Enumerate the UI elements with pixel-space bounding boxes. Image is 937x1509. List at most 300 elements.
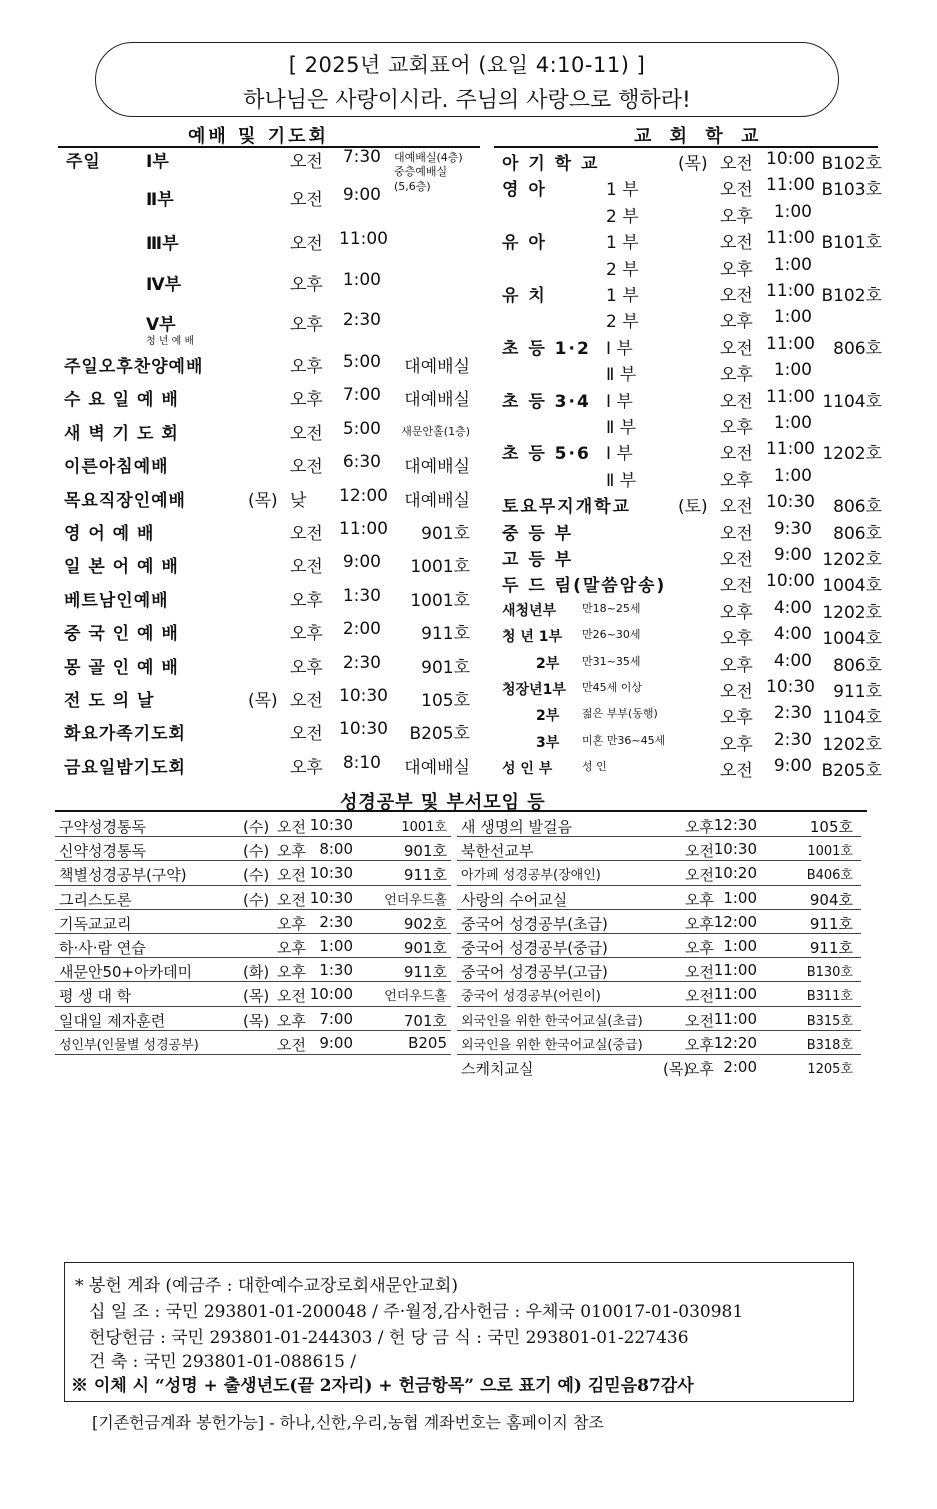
- study-name: 하·사·람 연습: [59, 938, 146, 957]
- study-name: 외국인을 위한 한국어교실(중급): [461, 1037, 643, 1053]
- school-row: [496, 307, 886, 333]
- school-dept-name: 중 등 부: [502, 523, 574, 544]
- school-place: B102호: [821, 154, 882, 174]
- motto-text: 하나님은 사랑이시라. 주님의 사랑으로 행하라!: [243, 88, 691, 113]
- study-name: 중국어 성경공부(중급): [461, 938, 608, 957]
- study-time: 11:00: [713, 985, 757, 1004]
- worship-service-name: 중 국 인 예 배: [64, 624, 179, 645]
- study-ampm: 오후: [277, 842, 306, 861]
- study-place: B130호: [806, 965, 853, 981]
- worship-service-name: 화요가족기도회: [64, 724, 186, 745]
- study-ampm: 오전: [277, 866, 306, 885]
- worship-row: [58, 310, 478, 342]
- school-time: 9:30: [773, 518, 812, 539]
- school-place: 1202호: [822, 602, 882, 623]
- worship-time: 5:00: [342, 352, 381, 372]
- school-ampm: 오전: [720, 523, 753, 544]
- study-time: 12:30: [713, 816, 757, 834]
- worship-time: 2:30: [342, 652, 381, 673]
- study-row: [55, 837, 451, 861]
- worship-ampm: 오전: [290, 234, 323, 254]
- study-day: (수): [243, 890, 270, 909]
- offering-account-box: [64, 1262, 854, 1402]
- footer-note: [기존헌금계좌 봉헌가능] - 하나,신한,우리,농협 계좌번호는 홈페이지 참조: [92, 1413, 604, 1432]
- worship-ampm: 오후: [290, 657, 323, 678]
- school-time: 11:00: [766, 386, 815, 407]
- school-row: [496, 624, 886, 650]
- worship-place-note: 대예배실(4층): [394, 151, 463, 164]
- worship-ampm: 오후: [290, 757, 323, 778]
- school-ampm: 오전: [720, 180, 753, 201]
- study-place: 1001호: [401, 820, 447, 835]
- worship-time: 1:30: [342, 585, 381, 606]
- school-place: 1004호: [822, 629, 882, 650]
- school-time: 1:00: [773, 201, 812, 222]
- worship-row: [58, 719, 478, 751]
- study-place: B318호: [806, 1037, 853, 1053]
- worship-place-note: (5,6층): [394, 180, 431, 193]
- worship-ampm: 낮: [290, 490, 307, 511]
- study-ampm: 오전: [685, 866, 714, 885]
- account-header: * 봉헌 계좌 (예금주 : 대한예수교장로회새문안교회): [75, 1276, 458, 1296]
- school-row: [496, 149, 886, 175]
- school-row: [496, 202, 886, 228]
- school-ampm: 오전: [720, 233, 753, 254]
- school-ampm: 오후: [720, 365, 753, 386]
- study-time: 9:00: [319, 1033, 353, 1052]
- worship-time: 10:30: [339, 719, 388, 740]
- worship-service-name: 영 어 예 배: [64, 524, 155, 544]
- worship-service-name: 주일오후찬양예배: [64, 357, 204, 377]
- school-dept-name: 청 년 1부: [502, 629, 563, 646]
- worship-label: 주일: [66, 152, 101, 172]
- school-ampm: 오후: [720, 418, 753, 438]
- worship-time: 10:30: [339, 686, 388, 706]
- school-dept-name: 유 아: [502, 233, 547, 254]
- study-ampm: 오후: [685, 938, 714, 957]
- school-ampm: 오후: [720, 602, 753, 623]
- school-ampm: 오후: [720, 470, 753, 491]
- study-row: [457, 886, 861, 910]
- study-ampm: 오후: [277, 914, 306, 933]
- school-age-range: 만31~35세: [582, 654, 641, 668]
- study-time: 1:30: [319, 961, 353, 980]
- study-name: 성인부(인물별 성경공부): [59, 1037, 199, 1053]
- study-place: 언더우드홀: [384, 892, 447, 908]
- study-ampm: 오전: [277, 890, 306, 909]
- school-dept-name: 유 치: [502, 286, 547, 306]
- worship-ampm: 오전: [290, 423, 323, 444]
- school-place: 806호: [833, 523, 882, 544]
- school-schedule: [496, 147, 886, 787]
- school-time: 1:00: [773, 360, 812, 381]
- study-row: [457, 982, 861, 1006]
- motto-title: [ 2025년 교회표어 (요일 4:10-11) ]: [288, 53, 646, 77]
- school-time: 11:00: [766, 281, 815, 301]
- study-place: 911호: [809, 938, 853, 957]
- worship-ampm: 오전: [290, 524, 323, 544]
- study-place: 902호: [403, 914, 447, 933]
- worship-time: 11:00: [339, 229, 388, 249]
- school-division: 2 부: [606, 206, 639, 227]
- worship-place: 대예배실: [404, 457, 470, 478]
- school-division: 1 부: [606, 233, 639, 254]
- study-name: 평 생 대 학: [59, 987, 132, 1006]
- study-name: 중국어 성경공부(어린이): [461, 989, 601, 1005]
- worship-section-title: 예배 및 기도회: [188, 126, 329, 147]
- study-row: [457, 1031, 861, 1055]
- school-row: [496, 466, 886, 492]
- worship-place: 대예배실: [404, 357, 470, 377]
- study-row: [457, 1007, 861, 1031]
- school-day: (목): [678, 154, 708, 174]
- study-row: [55, 910, 451, 934]
- school-time: 10:30: [766, 677, 815, 697]
- worship-ampm: 오후: [290, 390, 323, 411]
- study-section-title: 성경공부 및 부서모임 등: [340, 792, 546, 813]
- study-name: 기독교교리: [59, 914, 132, 933]
- study-ampm: 오후: [277, 963, 306, 982]
- study-name: 일대일 제자훈련: [59, 1011, 166, 1030]
- worship-service-name: 이른아침예배: [64, 457, 169, 478]
- school-row: [496, 387, 886, 413]
- study-ampm: 오전: [277, 818, 306, 836]
- school-row: [496, 730, 886, 756]
- worship-row: [58, 552, 478, 584]
- school-age-range: 만26~30세: [582, 628, 641, 642]
- school-place: 1104호: [822, 708, 882, 729]
- study-name: 새 생명의 발걸음: [461, 818, 572, 836]
- school-division: 1 부: [606, 180, 639, 201]
- school-ampm: 오전: [720, 682, 753, 702]
- worship-part: Ⅴ부: [146, 315, 176, 335]
- study-time: 1:00: [319, 936, 353, 955]
- account-line: 십 일 조 : 국민 293801-01-200048 / 주·월정,감사헌금 : 우체국 010017-01-030981: [89, 1302, 744, 1322]
- school-dept-name: 성 인 부: [502, 761, 553, 778]
- school-ampm: 오후: [720, 629, 753, 650]
- study-day: (목): [663, 1059, 690, 1078]
- study-day: (수): [243, 866, 270, 885]
- school-ampm: 오전: [720, 286, 753, 306]
- worship-ampm: 오전: [290, 457, 323, 478]
- school-row: [496, 519, 886, 545]
- school-ampm: 오후: [720, 655, 753, 676]
- study-ampm: 오전: [277, 987, 306, 1006]
- school-division: 2 부: [606, 312, 639, 333]
- school-place: B101호: [821, 233, 882, 254]
- study-name: 북한선교부: [461, 842, 534, 861]
- school-dept-name: 2부: [536, 708, 560, 725]
- worship-place: 911호: [421, 624, 470, 645]
- worship-ampm: 오전: [290, 152, 323, 172]
- study-ampm: 오후: [277, 1011, 306, 1030]
- school-ampm: 오전: [720, 550, 753, 570]
- worship-ampm: 오전: [290, 691, 323, 711]
- study-day: (수): [243, 842, 270, 861]
- school-time: 2:30: [773, 703, 812, 724]
- school-row: [496, 255, 886, 281]
- worship-place: 대예배실: [404, 390, 470, 411]
- worship-ampm: 오후: [290, 275, 323, 295]
- study-time: 1:00: [723, 936, 757, 955]
- school-place: 1004호: [822, 576, 882, 597]
- school-time: 9:00: [773, 756, 812, 777]
- worship-row: [58, 619, 478, 651]
- school-division: Ⅱ 부: [606, 418, 637, 438]
- study-ampm: 오전: [685, 987, 714, 1006]
- worship-time: 1:00: [342, 270, 381, 290]
- school-age-range: 성 인: [582, 760, 607, 774]
- school-row: [496, 360, 886, 386]
- worship-row: [58, 486, 478, 518]
- school-time: 11:00: [766, 228, 815, 249]
- school-age-range: 젊은 부부(동행): [582, 707, 658, 721]
- school-place: 1202호: [822, 444, 882, 465]
- school-ampm: 오전: [720, 497, 753, 518]
- study-name: 그리스도론: [59, 890, 132, 909]
- study-name: 구약성경통독: [59, 818, 146, 836]
- study-right-column: [457, 813, 861, 1079]
- school-dept-name: 아 기 학 교: [502, 154, 600, 174]
- worship-ampm: 오후: [290, 315, 323, 335]
- motto-banner: [95, 42, 839, 117]
- school-ampm: 오후: [720, 206, 753, 227]
- account-line: 헌당헌금 : 국민 293801-01-244303 / 헌 당 금 식 : 국민 293801-01-227436: [89, 1328, 689, 1348]
- study-row: [55, 861, 451, 885]
- worship-ampm: 오후: [290, 357, 323, 377]
- worship-place: 901호: [421, 657, 470, 678]
- study-place: 911호: [809, 914, 853, 933]
- study-place: 105호: [809, 818, 853, 836]
- study-place: 901호: [403, 938, 447, 957]
- study-place: 1205호: [807, 1061, 853, 1077]
- study-day: (수): [243, 818, 270, 836]
- worship-place-note: 중층예배실: [394, 165, 448, 178]
- school-place: 1104호: [822, 391, 882, 412]
- worship-time: 9:00: [342, 185, 381, 205]
- worship-service-name: 전 도 의 날: [64, 691, 155, 711]
- study-name: 책별성경공부(구약): [59, 866, 187, 885]
- school-dept-name: 고 등 부: [502, 550, 574, 570]
- school-time: 1:00: [773, 465, 812, 486]
- school-ampm: 오전: [720, 391, 753, 412]
- worship-part: Ⅳ부: [146, 275, 182, 295]
- school-time: 9:00: [773, 545, 812, 565]
- study-time: 10:30: [309, 864, 353, 883]
- study-row: [457, 837, 861, 861]
- study-place: 1001호: [807, 844, 853, 860]
- school-dept-name: 3부: [536, 734, 560, 751]
- school-row: [496, 703, 886, 729]
- school-division: Ⅰ 부: [606, 338, 633, 359]
- school-time: 11:00: [766, 439, 815, 460]
- school-age-range: 만45세 이상: [582, 681, 642, 694]
- school-division: Ⅰ 부: [606, 391, 633, 412]
- study-place: 701호: [403, 1011, 447, 1030]
- worship-service-name: 일 본 어 예 배: [64, 557, 179, 578]
- school-division: Ⅱ 부: [606, 365, 637, 386]
- transfer-instruction: ※ 이체 시 “성명 + 출생년도(끝 2자리) + 헌금항목” 으로 표기 예) 김믿음87감사: [71, 1376, 694, 1396]
- school-ampm: 오전: [720, 338, 753, 359]
- study-row: [55, 1007, 451, 1031]
- worship-time: 9:00: [342, 552, 381, 573]
- study-name: 사랑의 수어교실: [461, 890, 568, 909]
- school-place: B205호: [821, 761, 882, 782]
- school-time: 4:00: [773, 624, 812, 645]
- study-time: 2:30: [319, 912, 353, 931]
- school-age-range: 만18~25세: [582, 601, 641, 615]
- worship-row: [58, 270, 478, 302]
- study-place: 언더우드홀: [384, 989, 447, 1005]
- school-row: [496, 334, 886, 360]
- school-section-title: 교 회 학 교: [634, 126, 765, 147]
- study-row: [55, 958, 451, 982]
- school-row: [496, 651, 886, 677]
- study-place: B311호: [806, 989, 853, 1005]
- school-row: [496, 545, 886, 571]
- school-row: [496, 677, 886, 703]
- study-name: 새문안50+아카데미: [59, 963, 193, 982]
- worship-service-name: 수 요 일 예 배: [64, 390, 179, 411]
- school-place: 806호: [833, 338, 882, 359]
- study-time: 10:30: [309, 816, 353, 834]
- school-ampm: 오전: [720, 576, 753, 597]
- worship-time: 7:30: [342, 147, 381, 167]
- study-ampm: 오전: [277, 1035, 306, 1054]
- school-age-range: 미혼 만36~45세: [582, 733, 666, 747]
- worship-place: 901호: [421, 524, 470, 544]
- study-row: [55, 982, 451, 1006]
- study-row: [55, 886, 451, 910]
- worship-place: 대예배실: [404, 490, 470, 511]
- study-name: 신약성경통독: [59, 842, 146, 861]
- study-day: (화): [243, 963, 270, 982]
- study-place: B315호: [806, 1013, 853, 1029]
- study-time: 2:00: [723, 1057, 757, 1076]
- school-dept-name: 청장년1부: [502, 682, 566, 698]
- school-time: 2:30: [773, 729, 812, 750]
- worship-row: [58, 229, 478, 261]
- school-place: B103호: [821, 180, 882, 201]
- school-division: 2 부: [606, 259, 639, 280]
- school-row: [496, 598, 886, 624]
- school-division: 1 부: [606, 286, 639, 306]
- study-name: 중국어 성경공부(초급): [461, 914, 608, 933]
- study-name: 중국어 성경공부(고급): [461, 963, 608, 982]
- school-dept-name: 초 등 5·6: [502, 444, 591, 465]
- school-place: 911호: [833, 682, 882, 702]
- study-row: [457, 910, 861, 934]
- study-place: 901호: [403, 842, 447, 861]
- school-row: [496, 439, 886, 465]
- study-ampm: 오후: [685, 890, 714, 909]
- worship-time: 11:00: [339, 519, 388, 539]
- school-ampm: 오전: [720, 761, 753, 782]
- worship-time: 2:30: [342, 310, 381, 330]
- study-time: 10:00: [309, 985, 353, 1004]
- study-place: B406호: [806, 868, 853, 884]
- worship-part: Ⅰ부: [146, 152, 169, 172]
- school-time: 10:00: [766, 149, 815, 169]
- school-dept-name: 2부: [536, 655, 560, 672]
- worship-time: 6:30: [342, 452, 381, 473]
- worship-ampm: 오전: [290, 724, 323, 745]
- worship-service-name: 금요일밤기도회: [64, 757, 186, 778]
- school-ampm: 오후: [720, 259, 753, 280]
- study-row: [457, 1055, 861, 1079]
- study-name: 외국인을 위한 한국어교실(초급): [461, 1013, 643, 1029]
- study-row: [457, 861, 861, 885]
- school-ampm: 오후: [720, 734, 753, 755]
- school-time: 4:00: [773, 597, 812, 618]
- study-time: 11:00: [713, 961, 757, 980]
- school-time: 1:00: [773, 307, 812, 328]
- school-row: [496, 492, 886, 518]
- worship-service-name: 베트남인예배: [64, 590, 169, 611]
- school-day: (토): [678, 497, 708, 518]
- worship-row: [58, 519, 478, 551]
- worship-place: 새문안홀(1층): [401, 424, 470, 438]
- school-place: 1202호: [822, 550, 882, 570]
- study-day: (목): [243, 987, 270, 1006]
- school-ampm: 오후: [720, 312, 753, 333]
- youth-worship-label: 청 년 예 배: [146, 336, 195, 347]
- worship-time: 7:00: [342, 385, 381, 406]
- study-row: [55, 813, 451, 837]
- school-time: 11:00: [766, 175, 815, 196]
- study-row: [457, 813, 861, 837]
- worship-row: [58, 586, 478, 618]
- worship-day: (목): [248, 490, 278, 511]
- school-ampm: 오후: [720, 708, 753, 729]
- worship-row: [58, 686, 478, 718]
- worship-row: [58, 352, 478, 384]
- study-ampm: 오후: [685, 1059, 714, 1078]
- school-dept-name: 초 등 3·4: [502, 391, 591, 412]
- school-place: 806호: [833, 655, 882, 676]
- study-row: [457, 934, 861, 958]
- school-time: 11:00: [766, 333, 815, 354]
- school-ampm: 오전: [720, 444, 753, 465]
- study-day: (목): [243, 1011, 270, 1030]
- study-place: 911호: [403, 963, 447, 982]
- school-place: 806호: [833, 497, 882, 518]
- study-time: 8:00: [319, 840, 353, 859]
- school-division: Ⅱ 부: [606, 470, 637, 491]
- study-ampm: 오후: [685, 914, 714, 933]
- study-place: B205: [408, 1033, 447, 1052]
- worship-day: (목): [248, 691, 278, 711]
- worship-ampm: 오후: [290, 590, 323, 611]
- worship-time: 5:00: [342, 418, 381, 439]
- worship-ampm: 오후: [290, 624, 323, 645]
- study-ampm: 오후: [277, 938, 306, 957]
- school-ampm: 오전: [720, 154, 753, 174]
- study-time: 7:00: [319, 1009, 353, 1028]
- study-ampm: 오전: [685, 1011, 714, 1030]
- study-place: 904호: [809, 890, 853, 909]
- school-dept-name: 새청년부: [502, 602, 557, 619]
- worship-ampm: 오전: [290, 557, 323, 578]
- worship-place: 1001호: [410, 557, 470, 578]
- worship-schedule: [58, 147, 478, 787]
- study-row: [55, 934, 451, 958]
- worship-service-name: 목요직장인예배: [64, 490, 186, 511]
- school-dept-name: 두 드 림(말씀암송): [502, 576, 667, 597]
- school-dept-name: 초 등 1·2: [502, 338, 591, 359]
- study-time: 10:20: [713, 864, 757, 883]
- study-name: 스케치교실: [461, 1059, 534, 1078]
